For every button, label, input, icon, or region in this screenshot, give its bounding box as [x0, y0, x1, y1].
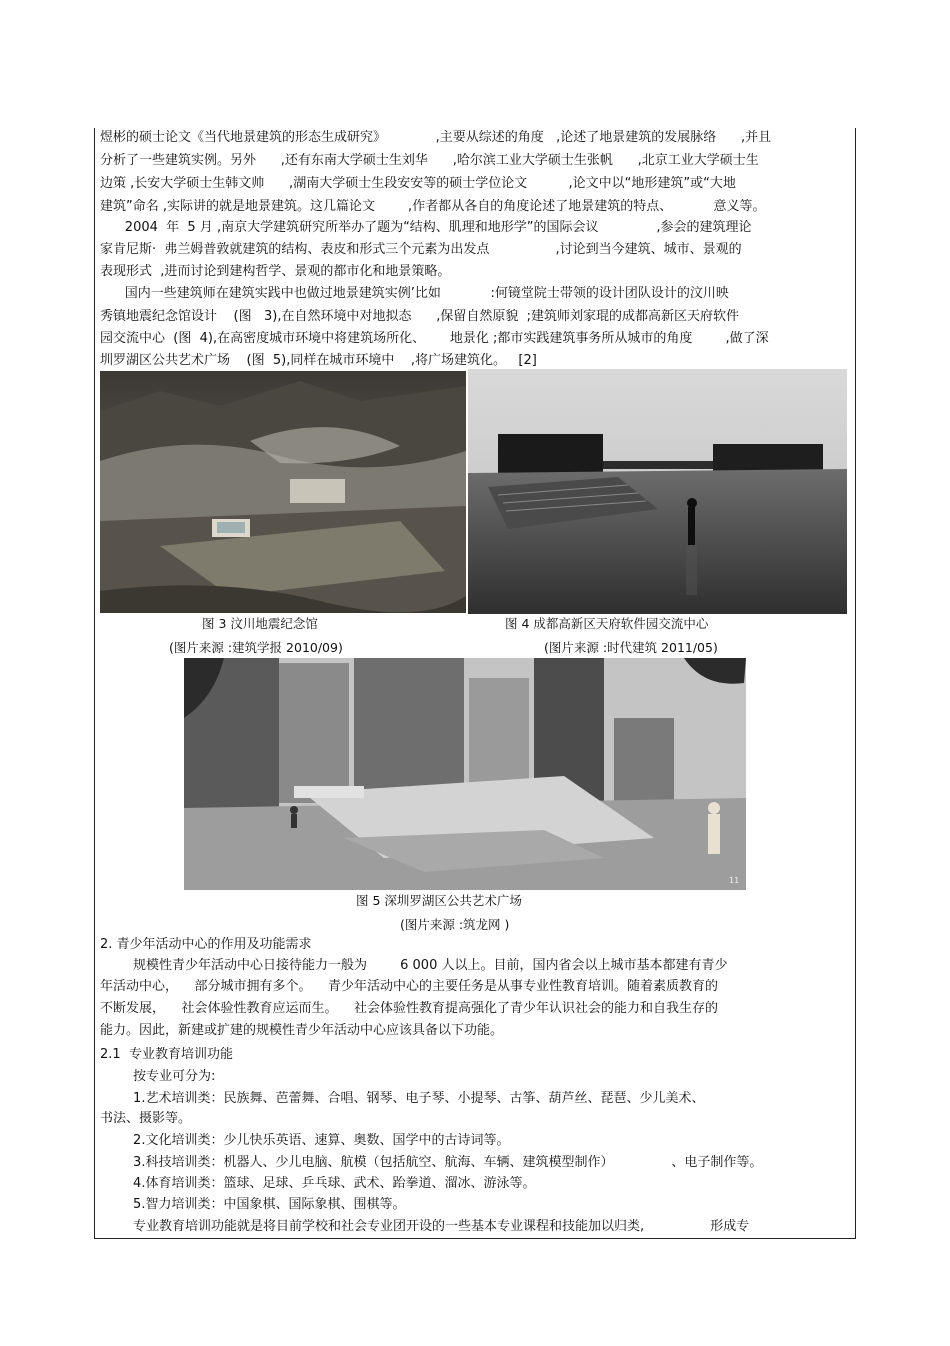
section21-item-1: 1.艺术培训类：民族舞、芭蕾舞、合唱、钢琴、电子琴、小提琴、古筝、葫芦丝、琵琶、少儿美术、	[100, 1091, 705, 1106]
paragraph3-line-3: 园交流中心 (图 4),在高密度城市环境中将建筑场所化、 地景化 ;都市实践建筑事务所从城市的角度 ,做了深	[100, 331, 769, 346]
figure5-photo	[184, 658, 746, 890]
wenchuan-memorial-image	[100, 371, 466, 613]
paragraph1-line-2: 分析了一些建筑实例。另外 ,还有东南大学硕士生刘华 ,哈尔滨工业大学硕士生张帆 ,北京工业大学硕士生	[100, 153, 759, 168]
figure5-source: (图片来源 :筑龙网 )	[400, 917, 510, 932]
section21-item-4: 4.体育培训类：篮球、足球、乒乓球、武术、跆拳道、溜冰、游泳等。	[100, 1176, 536, 1191]
section2-line-2: 年活动中心， 部分城市拥有多个。 青少年活动中心的主要任务是从事专业性教育培训。随着素质教育的	[100, 979, 719, 994]
section21-item-2: 2.文化培训类：少儿快乐英语、速算、奥数、国学中的古诗词等。	[100, 1133, 510, 1148]
paragraph3-line-4: 圳罗湖区公共艺术广场 (图 5),同样在城市环境中 ,将广场建筑化。 [2]	[100, 353, 537, 368]
paragraph3-line-2: 秀镇地震纪念馆设计 (图 3),在自然环境中对地拟态 ,保留自然原貌 ;建筑师刘家琨的成都高新区天府软件	[100, 309, 740, 324]
paragraph2-line-3: 表现形式 ,进而讨论到建构哲学、景观的都市化和地景策略。	[100, 264, 451, 279]
section21-item-1-cont: 书法、摄影等。	[100, 1111, 192, 1126]
paragraph2-line-2: 家肯尼斯· 弗兰姆普敦就建筑的结构、表皮和形式三个元素为出发点 ,讨论到当今建筑、城市、景观的	[100, 242, 742, 257]
shenzhen-plaza-image	[184, 658, 746, 890]
figure3-photo	[100, 371, 466, 613]
figure4-source: (图片来源 :时代建筑 2011/05)	[544, 640, 718, 655]
figure3-caption: 图 3 汶川地震纪念馆	[202, 616, 318, 631]
section21-item-3: 3.科技培训类：机器人、少儿电脑、航模（包括航空、航海、车辆、建筑模型制作） 、电子制作等。	[100, 1155, 763, 1170]
section21-closing: 专业教育培训功能就是将目前学校和社会专业团开设的一些基本专业课程和技能加以归类, 形成专	[100, 1219, 750, 1234]
figure4-photo	[468, 369, 847, 614]
paragraph3-line-1: 国内一些建筑师在建筑实践中也做过地景建筑实例’比如 :何镜堂院士带领的设计团队设计的汶川映	[100, 286, 729, 301]
paragraph1-line-1: 煜彬的硕士论文《当代地景建筑的形态生成研究》 ,主要从综述的角度 ,论述了地景建筑的发展脉络 ,并且	[100, 130, 772, 145]
figure4-caption: 图 4 成都高新区天府软件园交流中心	[505, 616, 709, 631]
section21-intro: 按专业可分为:	[100, 1069, 216, 1084]
section2-line-3: 不断发展， 社会体验性教育应运而生。 社会体验性教育提高强化了青少年认识社会的能力和自我生存的	[100, 1001, 719, 1016]
section2-line-4: 能力。因此，新建或扩建的规模性青少年活动中心应该具备以下功能。	[100, 1023, 504, 1038]
paragraph1-line-4: 建筑”命名 ,实际讲的就是地景建筑。这几篇论文 ,作者都从各自的角度论述了地景建筑的特点、 意义等。	[100, 199, 766, 214]
paragraph2-line-1: 2004 年 5 月 ,南京大学建筑研究所举办了题为“结构、肌理和地形学”的国际会议 ,参会的建筑理论	[100, 220, 752, 235]
paragraph1-line-3: 边策 ,长安大学硕士生韩文帅 ,湖南大学硕士生段安安等的硕士学位论文 ,论文中以“地形建筑”或“大地	[100, 176, 736, 191]
section2-line-1: 规模性青少年活动中心日接待能力一般为 6 000 人以上。目前，国内省会以上城市基本都建有青少	[100, 958, 728, 973]
section2-heading: 2. 青少年活动中心的作用及功能需求	[100, 937, 312, 952]
figure5-watermark: 11	[729, 876, 740, 885]
figure3-source: (图片来源 :建筑学报 2010/09)	[169, 640, 343, 655]
section21-heading: 2.1 专业教育培训功能	[100, 1047, 233, 1062]
chengdu-exchange-center-image	[468, 369, 847, 614]
figure5-caption: 图 5 深圳罗湖区公共艺术广场	[356, 893, 522, 908]
section21-item-5: 5.智力培训类：中国象棋、国际象棋、围棋等。	[100, 1197, 406, 1212]
